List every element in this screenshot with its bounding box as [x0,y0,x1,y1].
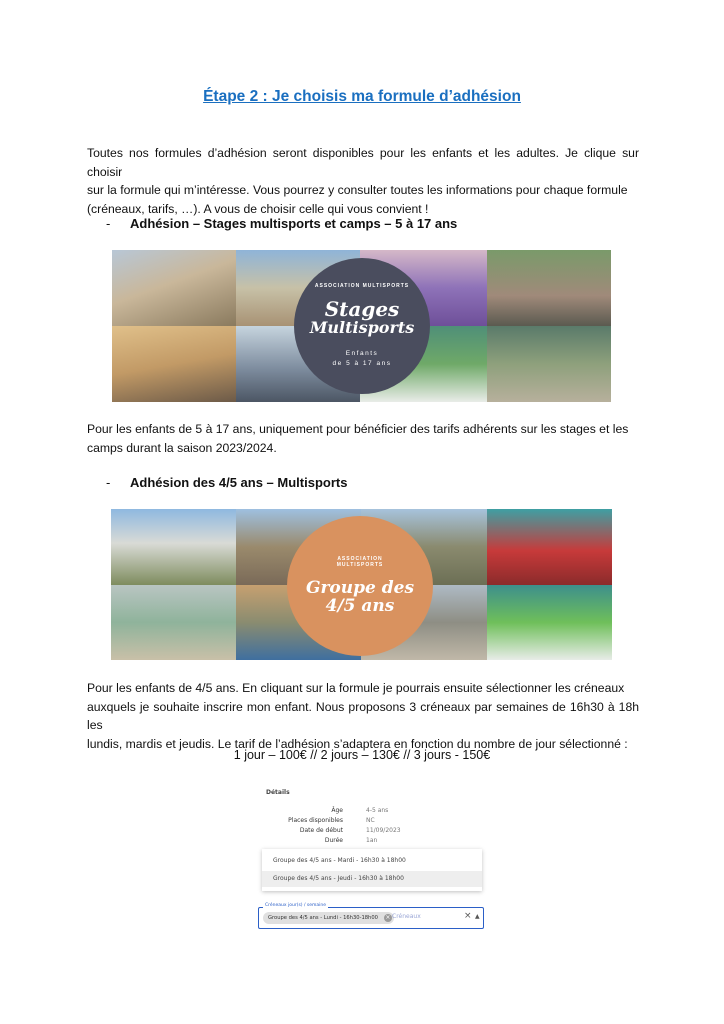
pricing-line: 1 jour – 100€ // 2 jours – 130€ // 3 jours - 150€ [233,748,491,762]
banner-title-line: Groupe des [305,578,415,599]
photo-gym-kids [112,326,236,402]
detail-row-age [256,807,486,817]
intro-line: Toutes nos formules d’adhésion seront disponibles pour les enfants et les adultes. Je clique sur choisir [87,146,639,179]
photo-kids-green [487,585,612,660]
photo-group-park [487,250,611,326]
page-title: Étape 2 : Je choisis ma formule d’adhésion [203,88,521,105]
detail-label: Durée [324,837,343,844]
select-placeholder: Créneaux [392,913,421,920]
photo-gym-floor [111,585,236,660]
bullet-dash: - [106,475,111,490]
association-text: MULTISPORTS [336,562,384,569]
detail-value: NC [366,817,375,824]
banner-subtitle-line: Enfants [345,349,379,357]
banner-subtitle-line: de 5 à 17 ans [332,359,392,367]
desc-line: camps durant la saison 2023/2024. [87,440,277,455]
desc-line: auxquels je souhaite inscrire mon enfant. Nous proposons 3 créneaux par semaines de 16h30 à 18h les [87,699,639,732]
banner-title-line: 4/5 ans [325,596,395,616]
detail-value: 11/09/2023 [366,827,401,834]
creneaux-dropdown-menu [262,849,482,891]
clear-icon[interactable]: × [464,911,472,921]
section1-heading-text: Adhésion – Stages multisports et camps – 5 à 17 ans [130,216,458,231]
intro-line: (créneaux, tarifs, …). A vous de choisir celle qui vous convient ! [87,201,429,216]
banner-title-line: Stages [324,297,400,322]
chip-remove-icon[interactable]: × [385,914,391,921]
photo-kids-red [487,509,612,585]
dropdown-arrow-icon[interactable]: ▲ [475,913,480,920]
detail-row-start-date [256,827,486,837]
selected-chip[interactable] [263,912,394,924]
detail-row-duration [256,837,486,847]
intro-paragraph [87,144,639,218]
creneaux-select[interactable] [258,903,484,929]
details-screenshot [256,783,486,933]
detail-value: 4-5 ans [366,807,389,814]
section1-heading [106,216,457,231]
photo-kids-outdoor [112,250,236,326]
association-text: ASSOCIATION [337,556,383,563]
section2-heading-text: Adhésion des 4/5 ans – Multisports [130,475,348,490]
detail-value: 1an [366,837,378,844]
menu-option-mardi[interactable]: Groupe des 4/5 ans - Mardi - 16h30 à 18h00 [273,857,406,864]
photo-tent [111,509,236,585]
groupe-logo-circle [287,516,433,656]
stages-logo-circle [294,258,430,394]
detail-row-places [256,817,486,827]
groupe-45-banner [111,509,612,660]
detail-label: Âge [331,807,343,814]
details-heading: Détails [266,789,290,796]
section1-description [87,420,639,457]
banner-title-line: Multisports [309,318,415,338]
desc-line: Pour les enfants de 4/5 ans. En cliquant sur la formule je pourrais ensuite sélectionner les créneaux [87,681,625,695]
desc-line: lundis, mardis et jeudis. Le tarif de l’adhésion s’adaptera en fonction du nombre de jour sélectionné : [87,736,628,751]
stages-multisports-banner [112,250,611,402]
detail-label: Places disponibles [288,817,343,824]
desc-line: Pour les enfants de 5 à 17 ans, uniquement pour bénéficier des tarifs adhérents sur les stages et les [87,422,629,436]
chip-label: Groupe des 4/5 ans - Lundi - 16h30-18h00 [268,915,378,921]
detail-label: Date de début [299,827,343,834]
photo-outdoor-activity [487,326,611,402]
section2-heading [106,475,347,490]
association-text: ASSOCIATION MULTISPORTS [314,283,410,290]
bullet-dash: - [106,216,111,231]
menu-option-jeudi[interactable]: Groupe des 4/5 ans - Jeudi - 16h30 à 18h00 [262,871,482,887]
select-floating-label: Créneaux jour(s) / semaine [265,903,327,908]
intro-line: sur la formule qui m’intéresse. Vous pourrez y consulter toutes les informations pour chaque formule [87,183,628,197]
section2-description [87,679,639,753]
